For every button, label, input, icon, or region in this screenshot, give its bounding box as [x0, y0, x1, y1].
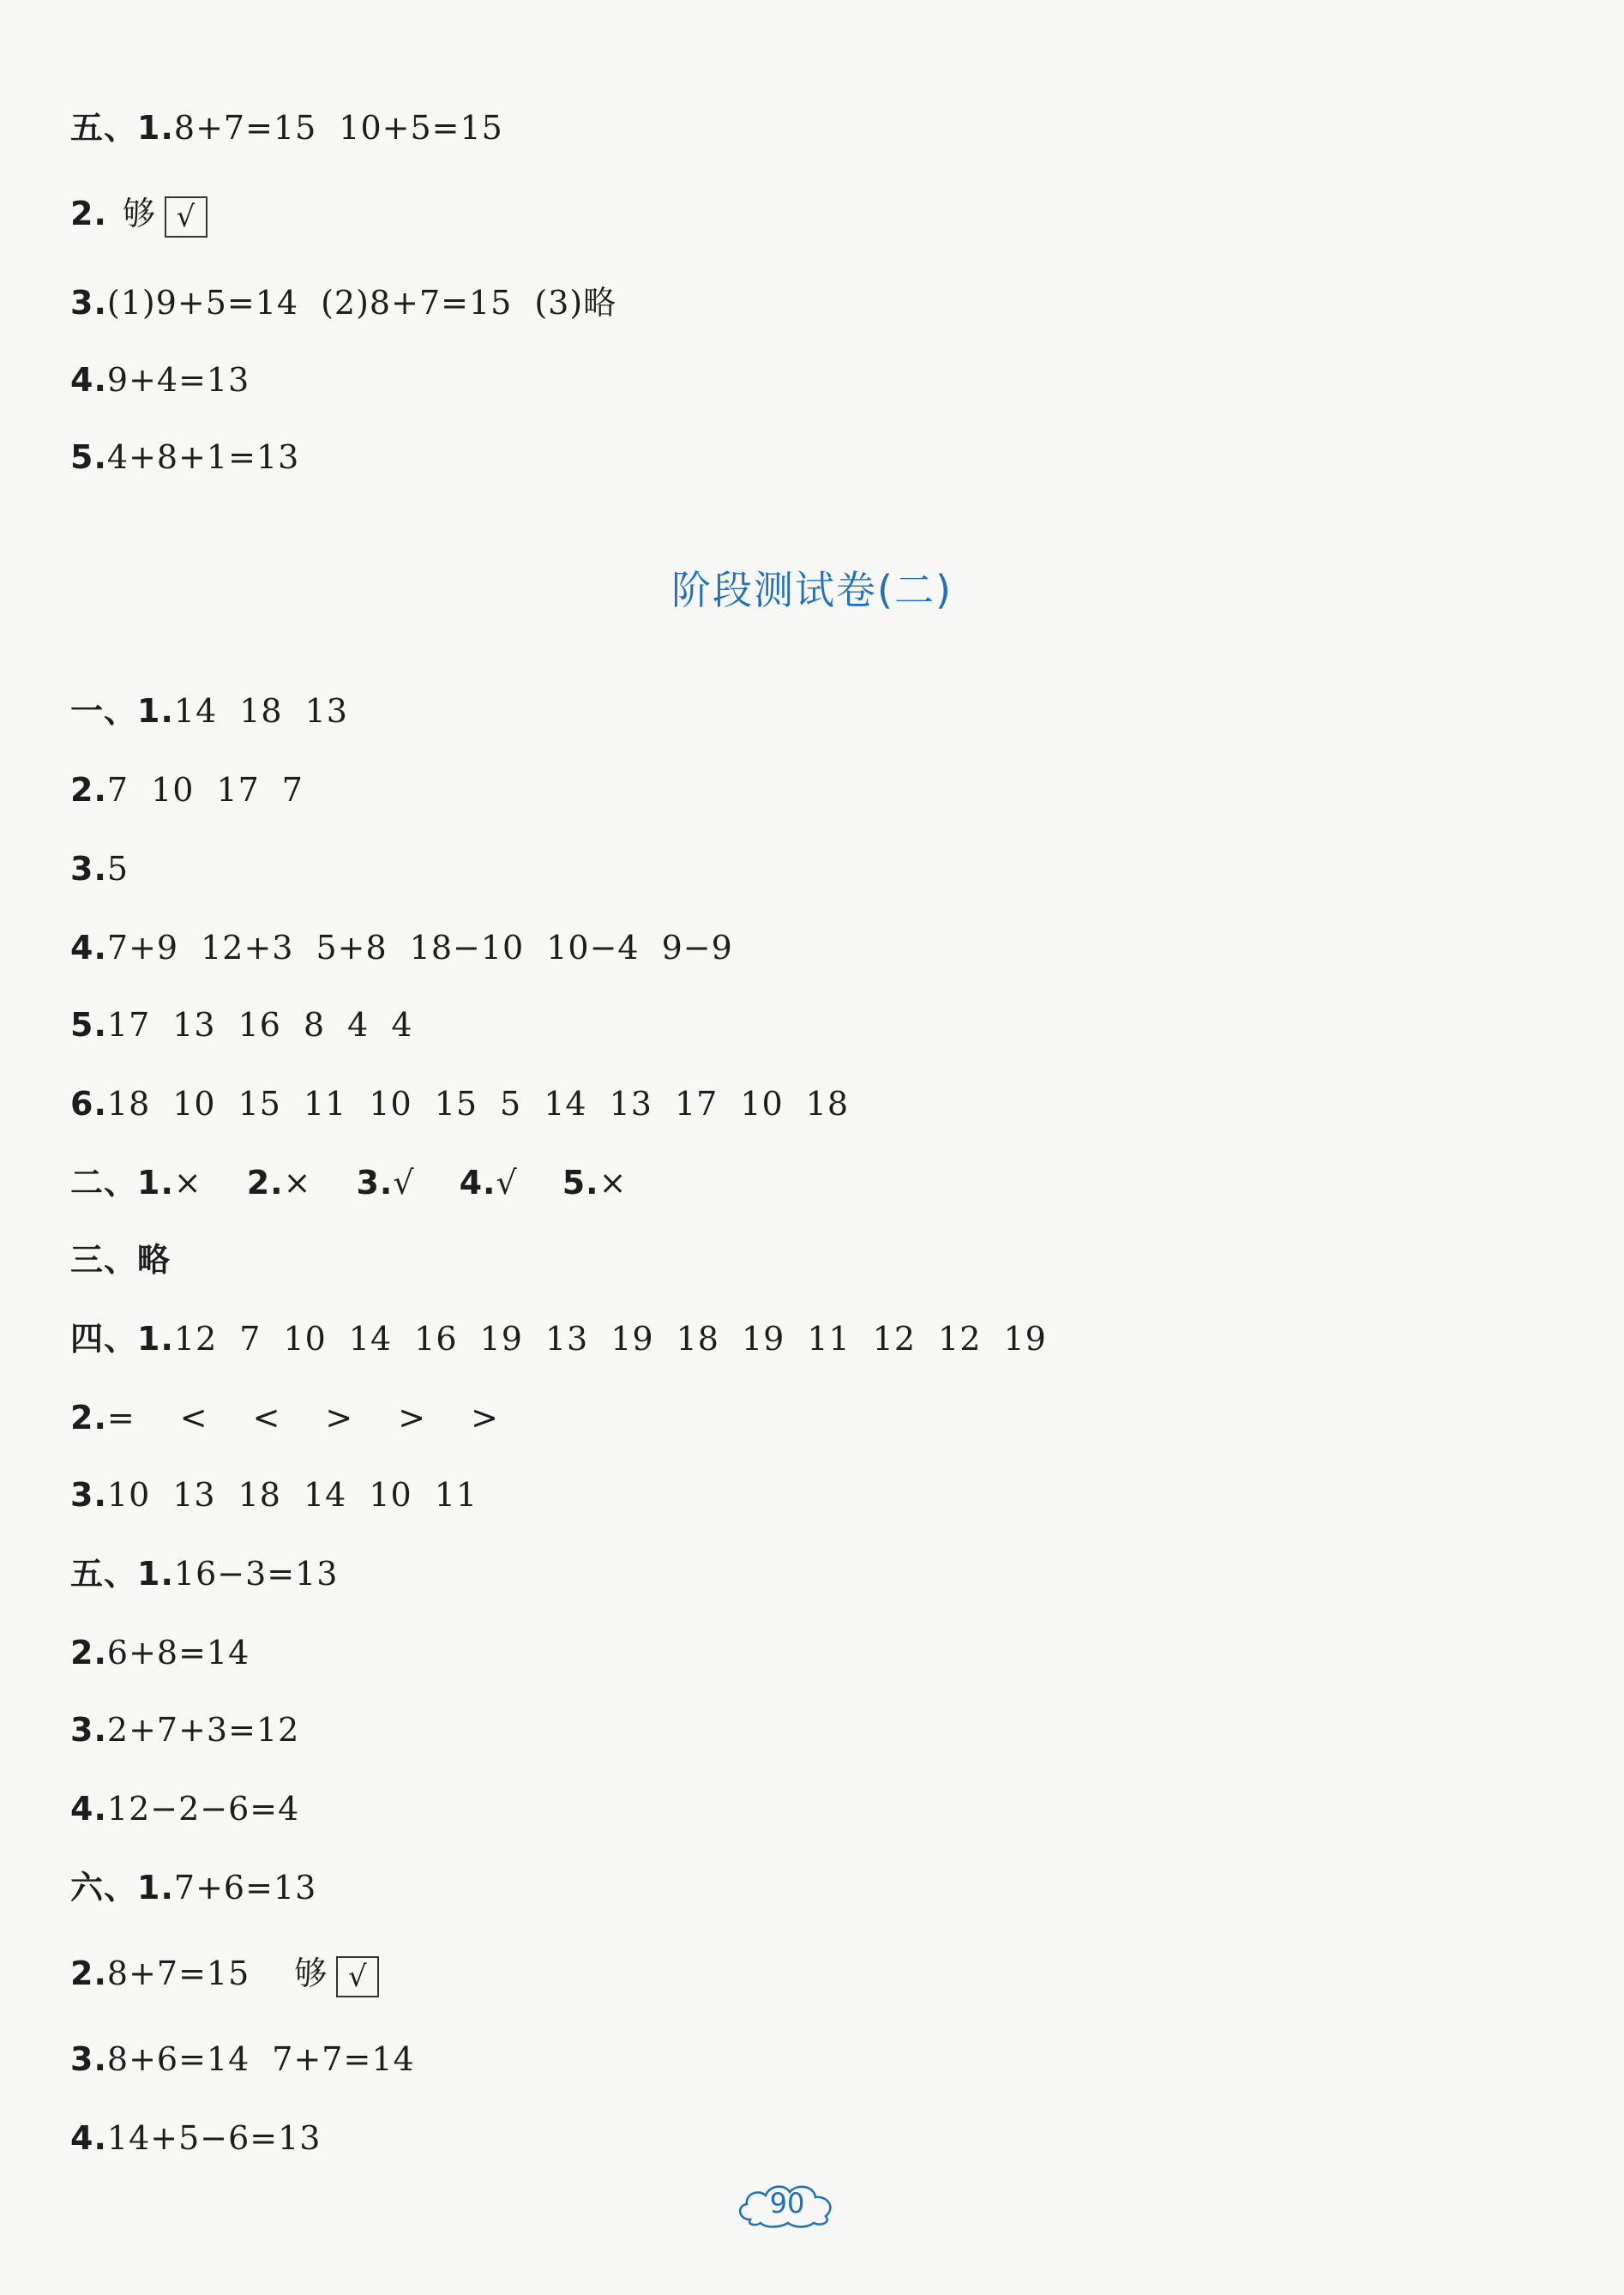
answer-value: 10 [369, 1085, 412, 1123]
item-label: 五、1. [70, 109, 174, 147]
answer-line [70, 691, 348, 731]
answer-value: 18 [239, 692, 283, 730]
answer-line [70, 108, 503, 148]
item-label: 二、1. [70, 1164, 174, 1202]
item-label: 2. [70, 1399, 107, 1437]
item-label: 6. [70, 1085, 107, 1123]
item-label: 3. [70, 2040, 107, 2078]
answer-line [70, 1633, 250, 1672]
item-label: 2. [70, 195, 107, 232]
answer-line [70, 1319, 1047, 1358]
answer-value: 15 [238, 1085, 281, 1123]
answer-value: 13 [609, 1085, 653, 1123]
answer-value: 17 [674, 1085, 719, 1123]
item-label: 4. [70, 2119, 107, 2157]
answer-value: 7+7=14 [272, 2040, 415, 2078]
answer-value: 10 [151, 771, 195, 809]
answer-value: 14+5−6=13 [106, 2119, 322, 2157]
answer-value: (2)8+7=15 [321, 284, 513, 322]
answer-value: 5 [106, 850, 129, 888]
answer-value: 18−10 [409, 929, 525, 967]
item-label: 五、1. [70, 1555, 174, 1593]
answer-value: 16−3=13 [173, 1555, 339, 1593]
item-label: 2. [70, 771, 107, 809]
answer-value: 13 [172, 1476, 216, 1514]
item-label: 2. [246, 1164, 284, 1202]
answer-value: 8+6=14 [106, 2040, 250, 2078]
answer-value: 5+8 [316, 929, 388, 967]
answer-value: 够 [294, 1955, 328, 1992]
answer-value: 12 [938, 1320, 982, 1358]
answer-value: 7 [239, 1320, 262, 1358]
answer-value: > [325, 1399, 354, 1437]
answer-value: > [471, 1399, 499, 1437]
answer-line [70, 360, 250, 400]
answer-value: 10 [283, 1320, 327, 1358]
page-number-badge [731, 2178, 843, 2230]
answer-value: 7 [106, 771, 129, 809]
answer-value: 7 [281, 771, 304, 809]
answer-value: 14 [348, 1320, 393, 1358]
item-label: 三、略 [70, 1241, 171, 1279]
answer-value: 16 [414, 1320, 458, 1358]
answer-value: 17 [106, 1006, 151, 1044]
answer-line [70, 1240, 171, 1280]
answer-value: 4 [391, 1006, 413, 1044]
item-label: 4. [70, 929, 107, 967]
answer-value: 8 [303, 1006, 326, 1044]
answer-value: = [106, 1399, 135, 1437]
answer-line [70, 1868, 316, 1907]
answer-value: > [398, 1399, 427, 1437]
answer-value: (3)略 [534, 284, 617, 322]
answer-line [70, 849, 129, 888]
item-label: 5. [562, 1164, 599, 1202]
answer-value: √ [496, 1164, 518, 1202]
item-label: 4. [70, 361, 107, 399]
item-label: 一、1. [70, 692, 174, 730]
answer-value: 11 [807, 1320, 851, 1358]
answer-value: 7+9 [106, 929, 179, 967]
item-label: 2. [70, 1955, 107, 1992]
answer-value: 10+5=15 [339, 109, 503, 147]
check-box: √ [165, 196, 208, 238]
answer-line [70, 283, 617, 322]
answer-value: 10 [369, 1476, 412, 1514]
item-label: 3. [70, 1711, 107, 1749]
answer-value: 13 [304, 692, 348, 730]
item-label: 3. [70, 284, 107, 322]
item-label: 5. [70, 1006, 107, 1044]
answer-line [70, 2118, 321, 2158]
answer-value: 15 [434, 1085, 478, 1123]
answer-value: 18 [676, 1320, 719, 1358]
answer-line [70, 770, 304, 810]
answer-value: 8+7=15 [173, 109, 317, 147]
answer-value: 19 [611, 1320, 654, 1358]
answer-value: 19 [1003, 1320, 1047, 1358]
answer-value: × [598, 1164, 628, 1202]
answer-value: 8+7=15 [106, 1955, 250, 1992]
answer-value: < [252, 1399, 281, 1437]
answer-value: 19 [741, 1320, 785, 1358]
answer-value: 6+8=14 [106, 1634, 250, 1672]
item-label: 3. [70, 850, 107, 888]
answer-value: (1)9+5=14 [106, 284, 299, 322]
answer-line [70, 1554, 338, 1593]
answer-value: 14 [303, 1476, 347, 1514]
item-label: 3. [70, 1476, 107, 1514]
answer-value: 9−9 [661, 929, 733, 967]
answer-value: 10−4 [546, 929, 640, 967]
answer-line [70, 1710, 299, 1750]
item-label: 5. [70, 438, 107, 476]
answer-value: 5 [500, 1085, 522, 1123]
item-label: 2. [70, 1634, 107, 1672]
answer-value: 17 [216, 771, 260, 809]
answer-value: × [283, 1164, 312, 1202]
answer-value: 11 [434, 1476, 478, 1514]
item-label: 六、1. [70, 1869, 174, 1906]
answer-value: 10 [172, 1085, 216, 1123]
answer-value: 13 [544, 1320, 589, 1358]
answer-value: 够 [122, 195, 156, 232]
answer-value: 4+8+1=13 [106, 438, 300, 476]
answer-line [70, 194, 208, 238]
answer-line [70, 1084, 849, 1123]
answer-value: 18 [805, 1085, 850, 1123]
answer-value: 16 [238, 1006, 281, 1044]
answer-line [70, 1163, 627, 1202]
item-label: 4. [70, 1790, 107, 1828]
answer-value: × [173, 1164, 202, 1202]
answer-value: 13 [172, 1006, 216, 1044]
answer-line [70, 2039, 415, 2079]
answer-value: 19 [479, 1320, 523, 1358]
page-number: 90 [769, 2187, 805, 2220]
answer-line [70, 1954, 379, 1997]
answer-line [70, 1475, 478, 1515]
answer-value: < [179, 1399, 208, 1437]
answer-line [70, 928, 733, 967]
item-label: 3. [356, 1164, 394, 1202]
answer-value: 12−2−6=4 [106, 1790, 300, 1828]
answer-value: 14 [173, 692, 218, 730]
check-box: √ [336, 1956, 379, 1997]
answer-line [70, 1005, 413, 1045]
item-label: 四、1. [70, 1320, 174, 1358]
answer-value: 4 [347, 1006, 370, 1044]
answer-line [70, 1398, 499, 1437]
answer-value: 14 [544, 1085, 587, 1123]
answer-line [70, 1789, 299, 1828]
answer-value: 7+6=13 [173, 1869, 317, 1906]
answer-value: 12 [872, 1320, 917, 1358]
answer-value: 12+3 [201, 929, 294, 967]
answer-value: 18 [238, 1476, 281, 1514]
answer-value: 2+7+3=12 [106, 1711, 300, 1749]
answer-value: √ [393, 1164, 415, 1202]
answer-value: 10 [740, 1085, 784, 1123]
answer-value: 18 [106, 1085, 151, 1123]
answer-value: 10 [106, 1476, 151, 1514]
answer-value: 9+4=13 [106, 361, 250, 399]
answer-line [70, 437, 299, 477]
item-label: 4. [459, 1164, 496, 1202]
answer-value: 11 [303, 1085, 347, 1123]
section-title: 阶段测试卷(二) [671, 567, 953, 613]
answer-value: 12 [173, 1320, 218, 1358]
